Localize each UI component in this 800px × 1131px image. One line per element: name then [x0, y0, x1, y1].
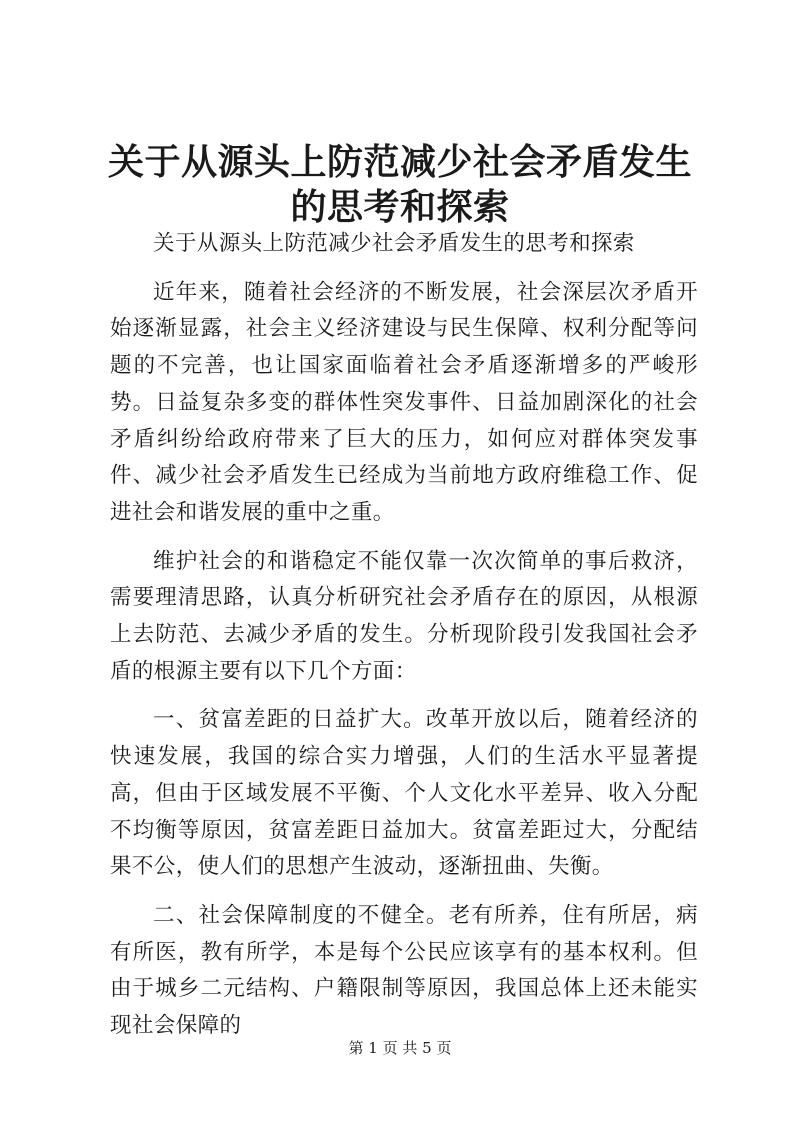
page-number-footer: 第 1 页 共 5 页: [348, 1039, 452, 1057]
document-body: [110, 226, 698, 1057]
paragraph-analysis: 维护社会的和谐稳定不能仅靠一次次简单的事后救济，需要理清思路，认真分析研究社会矛盾存在的原因，从根源上去防范、去减少矛盾的发生。分析现阶段引发我国社会矛盾的根源主要有以下几个方面：: [110, 548, 698, 684]
paragraph-point-two: 二、社会保障制度的不健全。老有所养，住有所居，病有所医，教有所学，本是每个公民应该享有的基本权利。但由于城乡二元结构、户籍限制等原因，我国总体上还未能实现社会保障的: [110, 902, 698, 1039]
document-title: 关于从源头上防范减少社会矛盾发生的思考和探索: [107, 141, 692, 228]
paragraph-point-one: 一、贫富差距的日益扩大。改革开放以后，随着经济的快速发展，我国的综合实力增强，人们的生活水平显著提高，但由于区域发展不平衡、个人文化水平差异、收入分配不均衡等原因，贫富差距日益加大。贫富差距过大，分配结果不公，使人们的思想产生波动，逐渐扭曲、失衡。: [110, 707, 698, 880]
paragraph-subtitle: 关于从源头上防范减少社会矛盾发生的思考和探索: [153, 231, 635, 256]
paragraph-intro: 近年来，随着社会经济的不断发展，社会深层次矛盾开始逐渐显露，社会主义经济建设与民生保障、权利分配等问题的不完善，也让国家面临着社会矛盾逐渐增多的严峻形势。日益复杂多变的群体性突发事件、日益加剧深化的社会矛盾纠纷给政府带来了巨大的压力，如何应对群体突发事件、减少社会矛盾发生已经成为当前地方政府维稳工作、促进社会和谐发展的重中之重。: [110, 279, 698, 525]
